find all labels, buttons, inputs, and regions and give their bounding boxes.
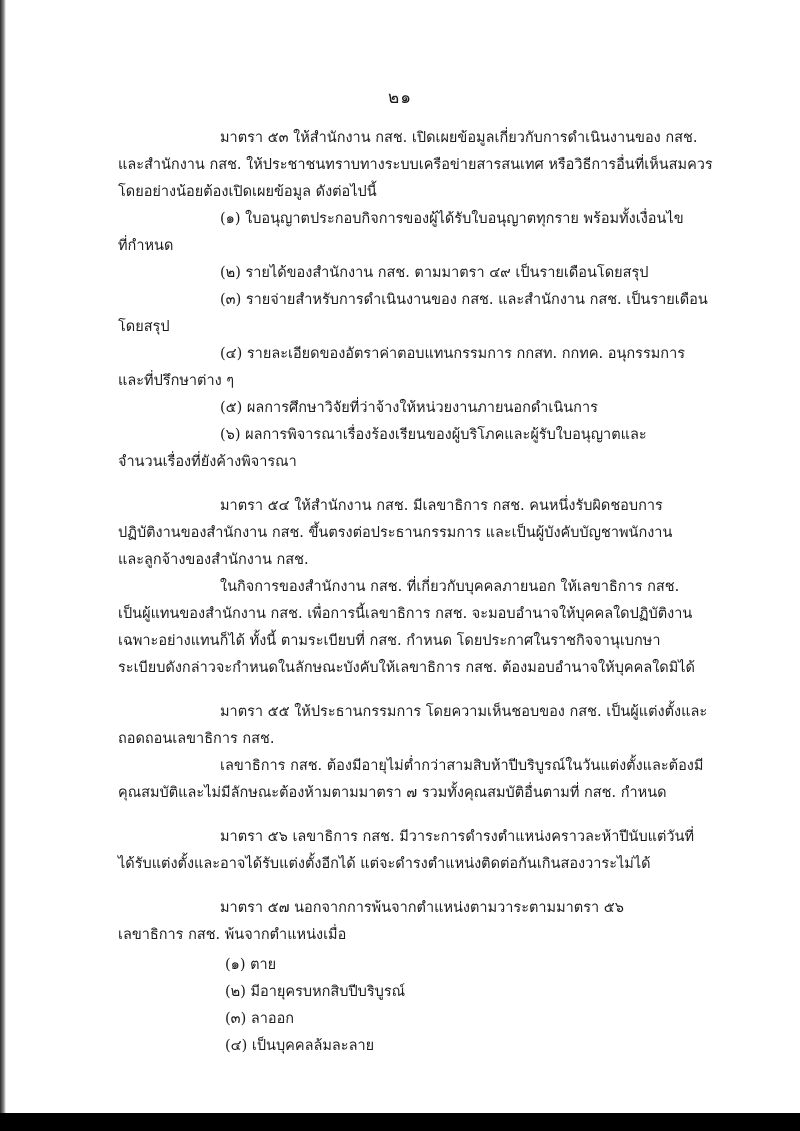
section-55-line-1: มาตรา ๕๕ ให้ประธานกรรมการ โดยความเห็นชอบของ กสช. เป็นผู้แต่งตั้งและ [220, 704, 708, 720]
section-53-line-1: มาตรา ๕๓ ให้สำนักงาน กสช. เปิดเผยข้อมูลเกี่ยวกับการดำเนินงานของ กสช. [220, 130, 698, 146]
section-53-item-1: (๑) ใบอนุญาตประกอบกิจการของผู้ได้รับใบอนุญาตทุกราย พร้อมทั้งเงื่อนไข [220, 211, 684, 227]
section-53-item-1-cont: ที่กำหนด [118, 238, 174, 254]
section-57-item-2: (๒) มีอายุครบหกสิบปีบริบูรณ์ [225, 984, 406, 1000]
section-56-line-2: ได้รับแต่งตั้งและอาจได้รับแต่งตั้งอีกได้ แต่จะดำรงตำแหน่งติดต่อกันเกินสองวาระไม่ได้ [118, 856, 651, 872]
scan-edge-left [0, 0, 6, 1131]
section-53-item-3: (๓) รายจ่ายสำหรับการดำเนินงานของ กสช. และสำนักงาน กสช. เป็นรายเดือน [220, 292, 708, 308]
section-53-item-5: (๕) ผลการศึกษาวิจัยที่ว่าจ้างให้หน่วยงานภายนอกดำเนินการ [220, 400, 598, 416]
section-55-para2-line-2: คุณสมบัติและไม่มีลักษณะต้องห้ามตามมาตรา ๗ รวมทั้งคุณสมบัติอื่นตามที่ กสช. กำหนด [118, 785, 667, 801]
section-53-item-6-cont: จำนวนเรื่องที่ยังค้างพิจารณา [118, 454, 297, 470]
section-53-item-6: (๖) ผลการพิจารณาเรื่องร้องเรียนของผู้บริโภคและผู้รับใบอนุญาตและ [220, 427, 647, 443]
section-57-item-4: (๔) เป็นบุคคลล้มละลาย [225, 1038, 375, 1054]
section-53-item-4-cont: และที่ปรึกษาต่าง ๆ [118, 373, 235, 389]
section-54-para2-line-2: เป็นผู้แทนของสำนักงาน กสช. เพื่อการนี้เลขาธิการ กสช. จะมอบอำนาจให้บุคคลใดปฏิบัติงาน [118, 606, 693, 622]
section-54-line-1: มาตรา ๕๔ ให้สำนักงาน กสช. มีเลขาธิการ กสช. คนหนึ่งรับผิดชอบการ [220, 498, 663, 514]
section-53-item-3-cont: โดยสรุป [118, 319, 170, 335]
section-53-item-4: (๔) รายละเอียดของอัตราค่าตอบแทนกรรมการ กกสท. กกทค. อนุกรรมการ [220, 346, 686, 362]
section-57-line-1: มาตรา ๕๗ นอกจากการพ้นจากตำแหน่งตามวาระตามมาตรา ๕๖ [220, 900, 624, 916]
section-55-para2-line-1: เลขาธิการ กสช. ต้องมีอายุไม่ต่ำกว่าสามสิบห้าปีบริบูรณ์ในวันแต่งตั้งและต้องมี [220, 758, 704, 774]
section-54-line-3: และลูกจ้างของสำนักงาน กสช. [118, 552, 309, 568]
section-56-line-1: มาตรา ๕๖ เลขาธิการ กสช. มีวาระการดำรงตำแหน่งคราวละห้าปีนับแต่วันที่ [220, 829, 695, 845]
section-55-line-2: ถอดถอนเลขาธิการ กสช. [118, 731, 275, 747]
page-number: ๒๑ [388, 88, 412, 108]
section-57-line-2: เลขาธิการ กสช. พ้นจากตำแหน่งเมื่อ [118, 927, 347, 943]
scan-edge-bottom [0, 1113, 800, 1131]
section-54-line-2: ปฏิบัติงานของสำนักงาน กสช. ขึ้นตรงต่อประธานกรรมการ และเป็นผู้บังคับบัญชาพนักงาน [118, 525, 673, 541]
section-54-para2-line-1: ในกิจการของสำนักงาน กสช. ที่เกี่ยวกับบุคคลภายนอก ให้เลขาธิการ กสช. [220, 579, 680, 595]
section-57-item-1: (๑) ตาย [225, 957, 277, 973]
section-53-line-3: โดยอย่างน้อยต้องเปิดเผยข้อมูล ดังต่อไปนี้ [118, 184, 377, 200]
section-53-line-2: และสำนักงาน กสช. ให้ประชาชนทราบทางระบบเครือข่ายสารสนเทศ หรือวิธีการอื่นที่เห็นสมควร [118, 157, 713, 173]
section-57-item-3: (๓) ลาออก [225, 1011, 295, 1027]
section-54-para2-line-4: ระเบียบดังกล่าวจะกำหนดในลักษณะบังคับให้เลขาธิการ กสช. ต้องมอบอำนาจให้บุคคลใดมิได้ [118, 660, 695, 676]
section-53-item-2: (๒) รายได้ของสำนักงาน กสช. ตามมาตรา ๔๙ เป็นรายเดือนโดยสรุป [220, 265, 649, 281]
section-54-para2-line-3: เฉพาะอย่างแทนก็ได้ ทั้งนี้ ตามระเบียบที่ กสช. กำหนด โดยประกาศในราชกิจจานุเบกษา [118, 633, 661, 649]
